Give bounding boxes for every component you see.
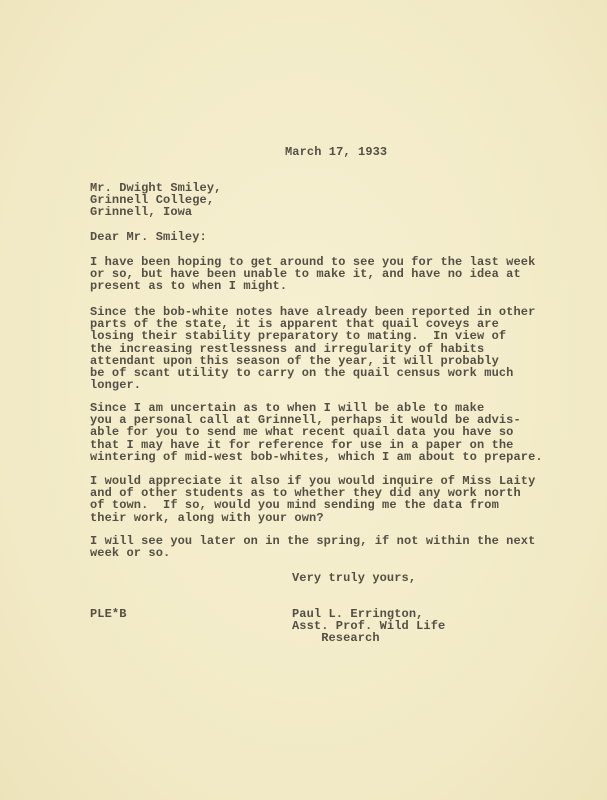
text-line: parts of the state, it is apparent that quail coveys are — [90, 317, 499, 332]
text-line: that I may have it for reference for use in a paper on the — [90, 437, 514, 452]
text-line: and of other students as to whether they did any work north — [90, 486, 521, 501]
paragraph-2 — [90, 306, 535, 391]
closing-text: Very truly yours, — [292, 571, 417, 585]
text-line: longer. — [90, 378, 142, 393]
signer-name: Paul L. Errington, — [292, 607, 424, 621]
text-line: or so, but have been unable to make it, and have no idea at — [90, 267, 521, 282]
recipient-address — [90, 182, 221, 219]
address-line: Grinnell College, — [90, 193, 215, 208]
typist-initials — [90, 608, 127, 620]
salutation-text: Dear Mr. Smiley: — [90, 230, 207, 244]
text-line: I will see you later on in the spring, if not within the next — [90, 534, 536, 548]
text-line: of town. If so, would you mind sending me the data from — [90, 498, 499, 513]
text-line: their work, along with your own? — [90, 510, 324, 525]
letter-date — [285, 146, 387, 158]
date-text: March 17, 1933 — [285, 145, 388, 159]
text-line: attendant upon this season of the year, it will probably — [90, 353, 499, 368]
initials-text: PLE*B — [90, 607, 127, 621]
signer-title: Asst. Prof. Wild Life — [292, 619, 446, 634]
paragraph-1 — [90, 256, 535, 293]
text-line: able for you to send me what recent quail data you have so — [90, 425, 514, 440]
text-line: you a personal call at Grinnell, perhaps it would be advis- — [90, 413, 521, 428]
text-line: the increasing restlessness and irregularity of habits — [90, 341, 485, 356]
closing — [292, 572, 416, 584]
text-line: Since I am uncertain as to when I will be able to make — [90, 401, 485, 415]
paragraph-3 — [90, 402, 543, 463]
text-line: wintering of mid-west bob-whites, which I am about to prepare. — [90, 449, 543, 464]
signer-department: Research — [292, 631, 380, 646]
text-line: I would appreciate it also if you would inquire of Miss Laity — [90, 474, 536, 488]
address-line: Grinnell, Iowa — [90, 205, 193, 220]
text-line: week or so. — [90, 546, 171, 561]
paragraph-4 — [90, 475, 535, 524]
text-line: I have been hoping to get around to see you for the last week — [90, 255, 536, 269]
text-line: losing their stability preparatory to mating. In view of — [90, 329, 507, 344]
text-line: present as to when I might. — [90, 279, 288, 294]
address-line: Mr. Dwight Smiley, — [90, 181, 222, 195]
salutation — [90, 231, 207, 243]
text-line: be of scant utility to carry on the quail census work much — [90, 365, 514, 380]
text-line: Since the bob-white notes have already been reported in other — [90, 305, 536, 319]
signature-block — [292, 608, 445, 645]
paragraph-5 — [90, 535, 535, 559]
